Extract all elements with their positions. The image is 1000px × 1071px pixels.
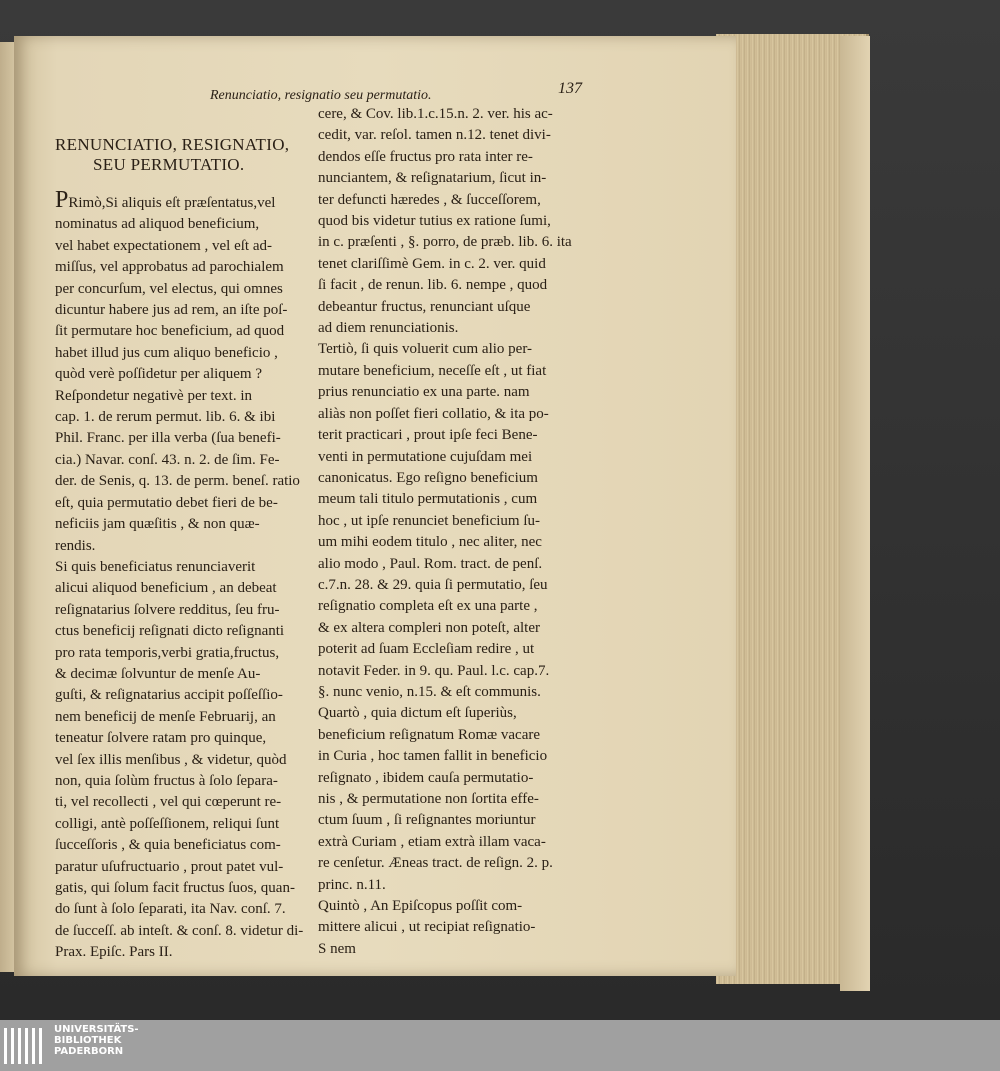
text-line: cia.) Navar. conſ. 43. n. 2. de ſim. Fe- [55, 451, 280, 468]
text-line: gatis, qui ſolum facit fructus ſuos, quan- [55, 880, 295, 896]
text-line: debeantur fructus, renunciant uſque [318, 298, 531, 315]
text-line: ti, vel recollecti , vel qui cœperunt re- [55, 794, 282, 811]
text-line: ter defuncti hæredes , & ſucceſſorem, [318, 191, 541, 208]
book-cover-edge [840, 36, 870, 991]
text-line: quòd verè poſſidetur per aliquem ? [55, 366, 263, 383]
left-text-column [55, 187, 304, 964]
text-line: um mihi eodem titulo , nec aliter, nec [318, 534, 542, 551]
text-line: vel ſex illis menſibus , & videtur, quòd [55, 751, 287, 768]
text-line: terit practicari , prout ipſe feci Bene- [318, 427, 538, 444]
text-line: cere, & Cov. lib.1.c.15.n. 2. ver. his ac- [318, 106, 553, 122]
text-line: reſignatarius ſolvere redditus, ſeu fru- [55, 601, 280, 618]
text-line: reſignato , ibidem cauſa permutatio- [318, 769, 534, 786]
library-name-line-2: BIBLIOTHEK [54, 1035, 122, 1046]
text-line: princ. n.11. [318, 876, 386, 893]
text-line: venti in permutatione cujuſdam mei [318, 448, 533, 465]
text-line: alio modo , Paul. Rom. tract. de penſ. [318, 555, 543, 572]
text-line: rendis. [55, 537, 96, 554]
text-line: nis , & permutatione non ſortita effe- [318, 791, 539, 807]
text-line: per concurſum, vel electus, qui omnes [55, 280, 283, 297]
text-line: Reſpondetur negativè per text. in [55, 387, 253, 404]
text-line: Si quis beneficiatus renunciaverit [55, 558, 256, 575]
page-number: 137 [558, 80, 582, 97]
text-line: dicuntur habere jus ad rem, an iſte poſ- [55, 302, 288, 319]
text-line: ſit permutare hoc beneficium, ad quod [55, 323, 285, 340]
text-line: Phil. Franc. per illa verba (ſua benefi- [55, 430, 281, 447]
section-title-line-1: RENUNCIATIO, RESIGNATIO, [55, 135, 290, 154]
text-line: vel habet expectationem , vel eſt ad- [55, 237, 272, 254]
text-line: Quintò , An Epiſcopus poſſit com- [318, 898, 523, 915]
text-line: Tertiò, ſi quis voluerit cum alio per- [318, 341, 533, 358]
text-line: in c. præſenti , §. porro, de præb. lib. 6. ita [318, 234, 572, 251]
text-line: habet illud jus cum aliquo beneficio , [55, 344, 278, 361]
text-line: c.7.n. 28. & 29. quia ſi permutatio, ſeu [318, 576, 548, 593]
text-line: & ex altera compleri non poteſt, alter [318, 619, 540, 636]
text-line: beneficium reſignatum Romæ vacare [318, 726, 541, 743]
text-line: pro rata temporis,verbi gratia,fructus, [55, 644, 280, 661]
text-line: ctus beneficij reſignati dicto reſignanti [55, 623, 285, 640]
text-line: nem beneficij de menſe Februarij, an [55, 708, 276, 725]
library-footer [0, 1020, 1000, 1071]
library-name [54, 1024, 139, 1057]
text-line: reſignatio completa eſt ex una parte , [318, 598, 538, 615]
library-logo-icon [4, 1028, 46, 1064]
text-line: guſti, & reſignatarius accipit poſſeſſio- [55, 687, 283, 704]
text-line: colligi, antè poſſeſſionem, reliqui ſunt [55, 815, 280, 832]
text-line: canonicatus. Ego reſigno beneficium [318, 469, 538, 486]
text-line: do ſunt à ſolo ſeparati, ita Nav. conſ. 7. [55, 901, 286, 918]
text-line: ſi facit , de renun. lib. 6. nempe , quod [318, 277, 548, 294]
right-text-column [318, 104, 572, 960]
text-line: re cenſetur. Æneas tract. de reſign. 2. p. [318, 855, 553, 872]
text-line: notavit Feder. in 9. qu. Paul. l.c. cap.7. [318, 662, 550, 679]
text-line: Prax. Epiſc. Pars II. [55, 944, 173, 961]
library-name-line-1: UNIVERSITÄTS- [54, 1024, 139, 1035]
text-line: S nem [318, 940, 356, 957]
section-title-line-2: SEU PERMUTATIO. [93, 155, 245, 174]
text-line: nunciantem, & reſignatarium, ſicut in- [318, 170, 547, 187]
text-line: paratur uſufructuario , prout patet vul- [55, 858, 284, 875]
text-line: miſſus, vel approbatus ad parochialem [55, 259, 284, 276]
section-title [55, 135, 289, 175]
text-line: poterit ad ſuam Eccleſiam redire , ut [318, 641, 535, 658]
text-line: cedit, var. reſol. tamen n.12. tenet divi- [318, 127, 551, 144]
library-name-line-3: PADERBORN [54, 1046, 124, 1057]
text-line: der. de Senis, q. 13. de perm. beneſ. ratio [55, 473, 300, 490]
text-line: in Curia , hoc tamen fallit in beneficio [318, 748, 548, 765]
text-line: meum tali titulo permutationis , cum [318, 491, 538, 508]
text-line: alicui aliquod beneficium , an debeat [55, 580, 277, 597]
running-title: Renunciatio, resignatio seu permutatio. [210, 88, 432, 103]
text-line: neficiis jam quæſitis , & non quæ- [55, 516, 260, 533]
text-line: non, quia ſolùm fructus à ſolo ſepara- [55, 772, 278, 789]
text-line: ſucceſſoris , & quia beneficiatus com- [55, 837, 281, 854]
text-line: dendos eſſe fructus pro rata inter re- [318, 148, 533, 165]
text-line: hoc , ut ipſe renunciet beneficium ſu- [318, 512, 541, 529]
text-line: extrà Curiam , etiam extrà illam vaca- [318, 833, 546, 850]
text-line: eſt, quia permutatio debet fieri de be- [55, 494, 278, 511]
text-line: mutare beneficium, neceſſe eſt , ut fiat [318, 362, 547, 379]
text-line: ad diem renunciationis. [318, 320, 459, 337]
text-line: ctum ſuum , ſi reſignantes moriuntur [318, 812, 536, 829]
text-line: mittere alicui , ut recipiat reſignatio- [318, 919, 536, 936]
text-line: & decimæ ſolvuntur de menſe Au- [55, 665, 261, 682]
text-line: aliàs non poſſet fieri collatio, & ita po- [318, 405, 549, 422]
text-line: quod bis videtur tutius ex ratione ſumi, [318, 213, 551, 230]
text-line: tenet clariſſimè Gem. in c. 2. ver. quid [318, 255, 546, 272]
text-line: Quartò , quia dictum eſt ſuperiùs, [318, 705, 517, 722]
text-line: de ſucceſſ. ab inteſt. & conſ. 8. videtur di- [55, 922, 304, 939]
text-line: nominatus ad aliquod beneficium, [55, 216, 260, 233]
text-line: prius renunciatio ex una parte. nam [318, 384, 530, 401]
text-line: PRimò,Si aliquis eſt præſentatus,vel [55, 187, 276, 213]
text-line: teneatur ſolvere ratam pro quinque, [55, 730, 267, 747]
text-line: cap. 1. de rerum permut. lib. 6. & ibi [55, 409, 276, 426]
text-line: §. nunc venio, n.15. & eſt communis. [318, 683, 541, 700]
